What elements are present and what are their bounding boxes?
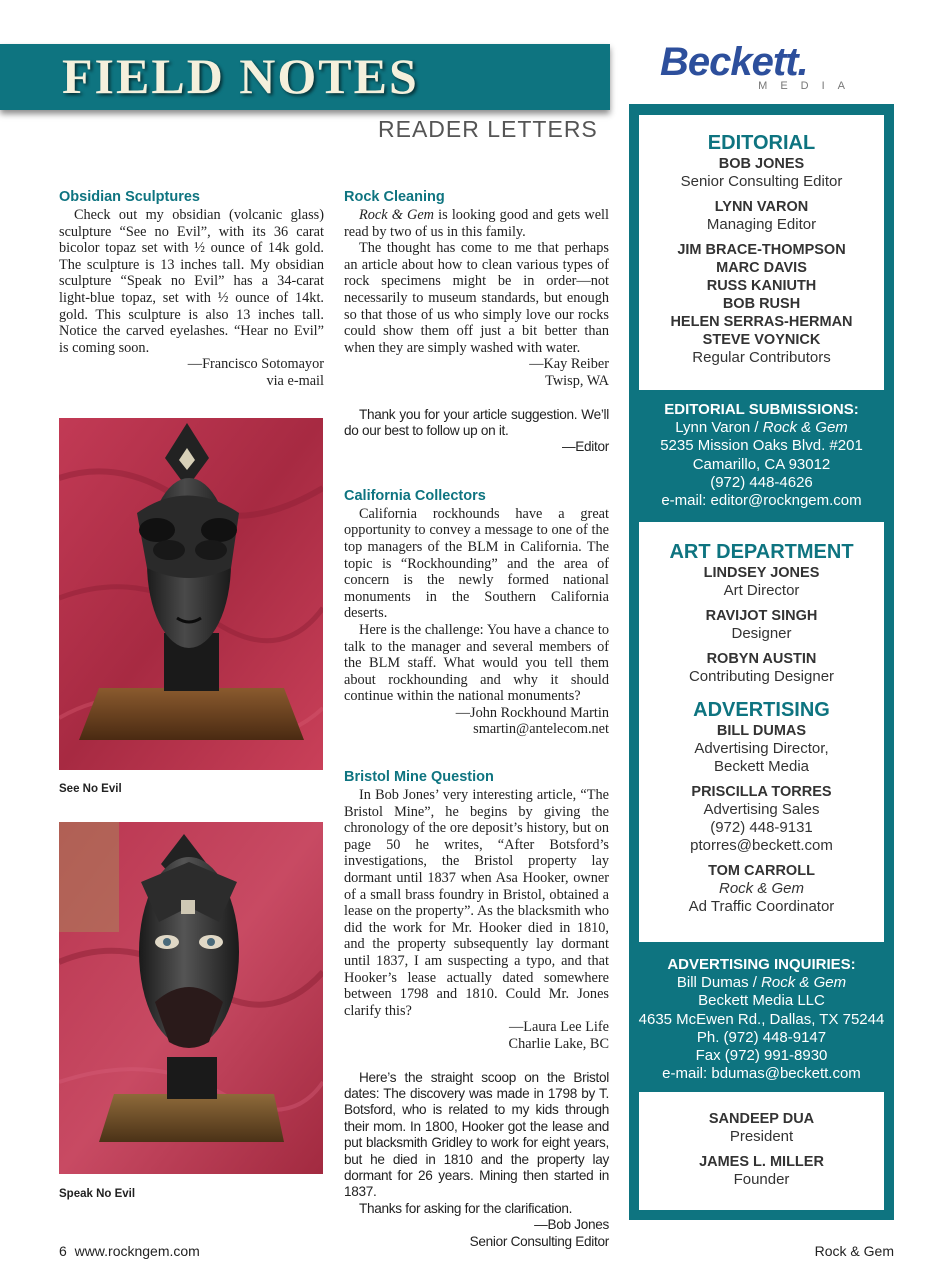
- staff-role: Ad Traffic Coordinator: [688, 898, 835, 915]
- letter-signature-obsidian: —Francisco Sotomayor: [187, 356, 324, 373]
- staff-name: LINDSEY JONES: [703, 565, 820, 581]
- submissions-email: e-mail: editor@rockngem.com: [661, 492, 862, 510]
- editor-reply-rock-cleaning: Thank you for your article suggestion. We’ll do our best to follow up on it.: [344, 406, 609, 438]
- beckett-media-logo: [660, 42, 860, 94]
- editor-reply-bristol-1: Here’s the straight scoop on the Bristol dates: The discovery was made in 1798 by T. Botsford, who is related to my kids through their mom. In 1800, Hooker got the lease and put blacksmith Gridley to work for eight years, but he died in 1810 and the property lay dormant for 26 years. Mining then started in 1837.: [344, 1069, 609, 1200]
- header-banner: [0, 44, 610, 110]
- editorial-title: EDITORIAL: [707, 132, 816, 154]
- magazine-name: Rock & Gem: [762, 419, 848, 437]
- executive-role: Founder: [733, 1171, 790, 1188]
- letter-location-rock-cleaning: Twisp, WA: [545, 372, 609, 389]
- contributor-name: RUSS KANIUTH: [706, 278, 817, 294]
- site-url: www.rockngem.com: [74, 1243, 200, 1259]
- submissions-line: Camarillo, CA 93012: [692, 455, 831, 473]
- section-subtitle: READER LETTERS: [378, 116, 598, 142]
- letter-location-california: smartin@antelecom.net: [473, 721, 609, 738]
- staff-name: RAVIJOT SINGH: [705, 608, 818, 624]
- letter-heading-rock-cleaning: Rock Cleaning: [344, 189, 445, 205]
- letter-body-rock-cleaning-1: [344, 207, 609, 240]
- contributor-name: BOB RUSH: [722, 296, 801, 312]
- art-department-title: ART DEPARTMENT: [669, 541, 854, 563]
- inquiries-title: ADVERTISING INQUIRIES:: [667, 956, 856, 973]
- letter-location-obsidian: via e-mail: [266, 372, 324, 389]
- page-number: 6: [59, 1243, 67, 1259]
- column-middle: [344, 188, 609, 1250]
- letter-signature-bristol: —Laura Lee Life: [508, 1019, 609, 1036]
- staff-role: Art Director: [723, 582, 800, 599]
- staff-phone: (972) 448-9131: [710, 819, 813, 836]
- advertising-title: ADVERTISING: [693, 699, 830, 721]
- staff-email: ptorres@beckett.com: [690, 837, 833, 854]
- staff-role: Rock & Gem: [718, 880, 805, 897]
- submissions-title: EDITORIAL SUBMISSIONS:: [664, 401, 859, 418]
- inquiries-email: e-mail: bdumas@beckett.com: [662, 1065, 861, 1083]
- inquiries-line: Ph. (972) 448-9147: [696, 1028, 827, 1046]
- staff-name: BOB JONES: [718, 156, 805, 172]
- staff-role: Advertising Director,: [694, 740, 829, 757]
- masthead-sidebar: [629, 104, 894, 1220]
- editorial-box: [639, 115, 884, 390]
- sculpture-illustration: [59, 418, 323, 770]
- contributor-name: HELEN SERRAS-HERMAN: [670, 314, 853, 330]
- page-title: FIELD NOTES: [62, 48, 419, 104]
- art-advertising-box: [639, 522, 884, 942]
- letter-body-california-1: California rockhounds have a great opportunity to convey a message to one of the top managers of the BLM in California. The topic is “Rockhounding” and the area of concern is the newly formed national monuments in the Southern California deserts.: [344, 505, 609, 622]
- inquiries-contact: Bill Dumas /: [676, 974, 762, 992]
- staff-role: Designer: [731, 625, 792, 642]
- body-text: is looking good and gets well read by two of us in this family.: [344, 207, 609, 240]
- submissions-line: (972) 448-4626: [710, 473, 813, 491]
- staff-role: Managing Editor: [706, 216, 817, 233]
- contributors-role: Regular Contributors: [692, 349, 831, 366]
- contributor-name: STEVE VOYNICK: [702, 332, 821, 348]
- executives-box: [639, 1092, 884, 1210]
- sculpture-illustration-2: [59, 822, 323, 1174]
- letter-body-california-2: Here is the challenge: You have a chance to talk to the manager and several members of the BLM staff. What would you tell them about rockhounding and why it should continue within the national monuments?: [344, 621, 609, 705]
- staff-name: LYNN VARON: [714, 199, 809, 215]
- executive-name: SANDEEP DUA: [708, 1111, 815, 1127]
- executive-name: JAMES L. MILLER: [699, 1154, 824, 1170]
- staff-role: Beckett Media: [713, 758, 810, 775]
- inquiries-line: Fax (972) 991-8930: [695, 1047, 828, 1065]
- advertising-inquiries: [629, 956, 894, 1083]
- staff-role: Advertising Sales: [703, 801, 820, 818]
- submissions-line: [629, 419, 894, 437]
- inquiries-line: 4635 McEwen Rd., Dallas, TX 75244: [638, 1010, 885, 1028]
- letter-body-obsidian: Check out my obsidian (volcanic glass) sculpture “See no Evil”, with its 36 carat bicolor topaz set with ½ ounce of 14k gold. The sculpture is 13 inches tall. My obsidian sculpture “Speak no Evil” has a 34-carat light-blue topaz, set with ½ ounce of 14kt. gold. This sculpture is also 13 inches tall. Notice the carved eyelashes. “Hear no Evil” is coming soon.: [59, 207, 324, 356]
- contributor-name: JIM BRACE-THOMPSON: [677, 242, 846, 258]
- letter-signature-rock-cleaning: —Kay Reiber: [529, 356, 609, 373]
- letter-heading-bristol: Bristol Mine Question: [344, 769, 494, 786]
- executive-role: President: [729, 1128, 794, 1145]
- staff-name: BILL DUMAS: [716, 723, 807, 739]
- footer-page-url: [59, 1243, 200, 1259]
- editor-reply-bristol-2: Thanks for asking for the clarification.: [359, 1200, 573, 1216]
- logo-wordmark: Beckett.: [660, 40, 808, 84]
- editor-reply-bristol-title: Senior Consulting Editor: [469, 1233, 609, 1249]
- letter-signature-california: —John Rockhound Martin: [455, 704, 609, 721]
- staff-name: PRISCILLA TORRES: [691, 784, 832, 800]
- letter-body-bristol: In Bob Jones’ very interesting article, “The Bristol Mine”, he begins by giving the chronology of the ore deposit’s history, but on page 50 he writes, “After Botsford’s investigations, the Bristol property lay dormant until 1837 when Asa Hooker, owner of a small brass foundry in Bristol, obtained a lease on the property”. As the blacksmith who did the work for Mr. Hooker died in 1810, and the property subsequently lay dormant until 1837, I am suspecting a typo, and that Hooker’s lease actually dated somewhere between 1798 and 1810. Could Mr. Jones clarify this?: [344, 787, 609, 1019]
- letter-location-bristol: Charlie Lake, BC: [508, 1035, 609, 1052]
- logo-subtext: MEDIA: [758, 80, 858, 92]
- photo-speak-no-evil: [59, 822, 323, 1174]
- magazine-name: Rock & Gem: [359, 207, 434, 223]
- staff-role: Senior Consulting Editor: [680, 173, 843, 190]
- inquiries-line: [629, 974, 894, 992]
- magazine-name: Rock & Gem: [761, 974, 847, 992]
- contributor-name: MARC DAVIS: [716, 260, 807, 276]
- footer-magazine: Rock & Gem: [814, 1243, 894, 1259]
- submissions-contact: Lynn Varon /: [675, 419, 763, 437]
- submissions-line: 5235 Mission Oaks Blvd. #201: [660, 437, 863, 455]
- editor-reply-bristol-signature: —Bob Jones: [534, 1217, 609, 1233]
- column-left: [59, 188, 324, 390]
- staff-name: TOM CARROLL: [708, 863, 815, 879]
- inquiries-line: Beckett Media LLC: [698, 992, 825, 1010]
- photo-caption-speak-no-evil: Speak No Evil: [59, 1188, 136, 1200]
- editor-reply-signature: —Editor: [561, 439, 609, 455]
- photo-see-no-evil: [59, 418, 323, 770]
- photo-caption-see-no-evil: See No Evil: [59, 783, 122, 795]
- letter-heading-california: California Collectors: [344, 487, 486, 504]
- letter-body-rock-cleaning-2: The thought has come to me that perhaps an article about how to clean various types of rock specimens might be in order—not necessarily to museum standards, but enough so that those of us who simply love our rocks could show them off just a bit better than when they are simply washed with water.: [344, 240, 609, 356]
- editorial-submissions: [629, 401, 894, 510]
- staff-role: Contributing Designer: [688, 668, 835, 685]
- staff-name: ROBYN AUSTIN: [706, 651, 817, 667]
- letter-heading-obsidian: Obsidian Sculptures: [59, 189, 200, 205]
